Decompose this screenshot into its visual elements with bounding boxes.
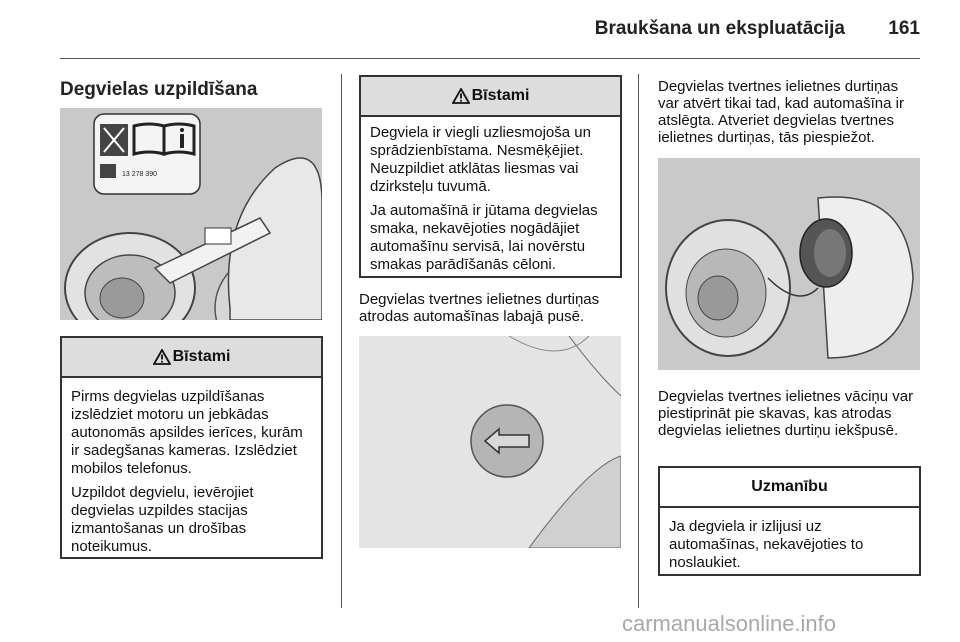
figure-label-code: 13 278 390 — [122, 171, 158, 178]
warning-triangle-icon — [452, 88, 470, 104]
column-divider-2 — [638, 74, 639, 608]
running-header-title: Braukšana un ekspluatācija — [594, 18, 845, 39]
caution-box — [658, 466, 921, 576]
warning-title-text: Bīstami — [471, 87, 530, 104]
warning-box-middle — [359, 75, 622, 278]
fuel-cap-figure — [658, 158, 920, 370]
car-side-fuel-door-figure — [359, 336, 621, 548]
warning-triangle-icon — [153, 349, 171, 365]
page-number: 161 — [888, 18, 920, 39]
fuel-door-open-instructions: Degvielas tvertnes ielietnes durtiņas var atvērt tikai tad, kad automašīna ir atslēgta. Atveriet degvielas tvertnes ielietnes durtiņas, tās piespiežot. — [658, 78, 904, 146]
warning-paragraph: Pirms degvielas uzpildīšanas izslēdziet motoru un jebkādas autonomās apsildes ierīces, kurām ir sadegšanas kameras. Izslēdziet mobilos telefonus. — [71, 388, 303, 477]
warning-paragraph: Degviela ir viegli uzliesmojoša un sprādzienbīstama. Nesmēķējiet. Neuzpildiet atklātas liesmas vai dzirksteļu tuvumā. — [370, 124, 591, 195]
column-divider-1 — [341, 74, 342, 608]
warning-title-text: Bīstami — [172, 348, 231, 365]
fuel-door-closed-illustration — [359, 336, 621, 548]
warning-paragraph: Ja automašīnā ir jūtama degvielas smaka, nekavējoties nogādājiet automašīnu servisā, lai novērstu smakas parādīšanās cēloni. — [370, 202, 598, 273]
fuel-cap-clip-text: Degvielas tvertnes ielietnes vāciņu var piestiprināt pie skavas, kas atrodas degvielas ielietnes durtiņu iekšpusē. — [658, 388, 914, 439]
caution-box-title: Uzmanību — [660, 468, 919, 508]
fuel-door-location-text: Degvielas tvertnes ielietnes durtiņas atrodas automašīnas labajā pusē. — [359, 291, 600, 325]
fuel-cap-on-flap-illustration — [658, 158, 920, 370]
header-divider — [60, 58, 920, 59]
no-ethanol-icon — [100, 124, 128, 156]
warning-box-left — [60, 336, 323, 559]
warning-paragraph: Uzpildot degvielu, ievērojiet degvielas uzpildes stacijas izmantošanas un drošības noteikumus. — [71, 484, 254, 555]
caution-paragraph: Ja degviela ir izlijusi uz automašīnas, nekavējoties to noslaukiet. — [669, 518, 864, 571]
section-heading: Degvielas uzpildīšana — [60, 79, 258, 100]
watermark: carmanualsonline.info — [622, 611, 837, 636]
fuel-flap-open-illustration — [60, 108, 322, 320]
warning-box-title — [361, 77, 620, 117]
fuel-flap-label-figure — [60, 108, 322, 320]
warning-box-title — [62, 338, 321, 378]
